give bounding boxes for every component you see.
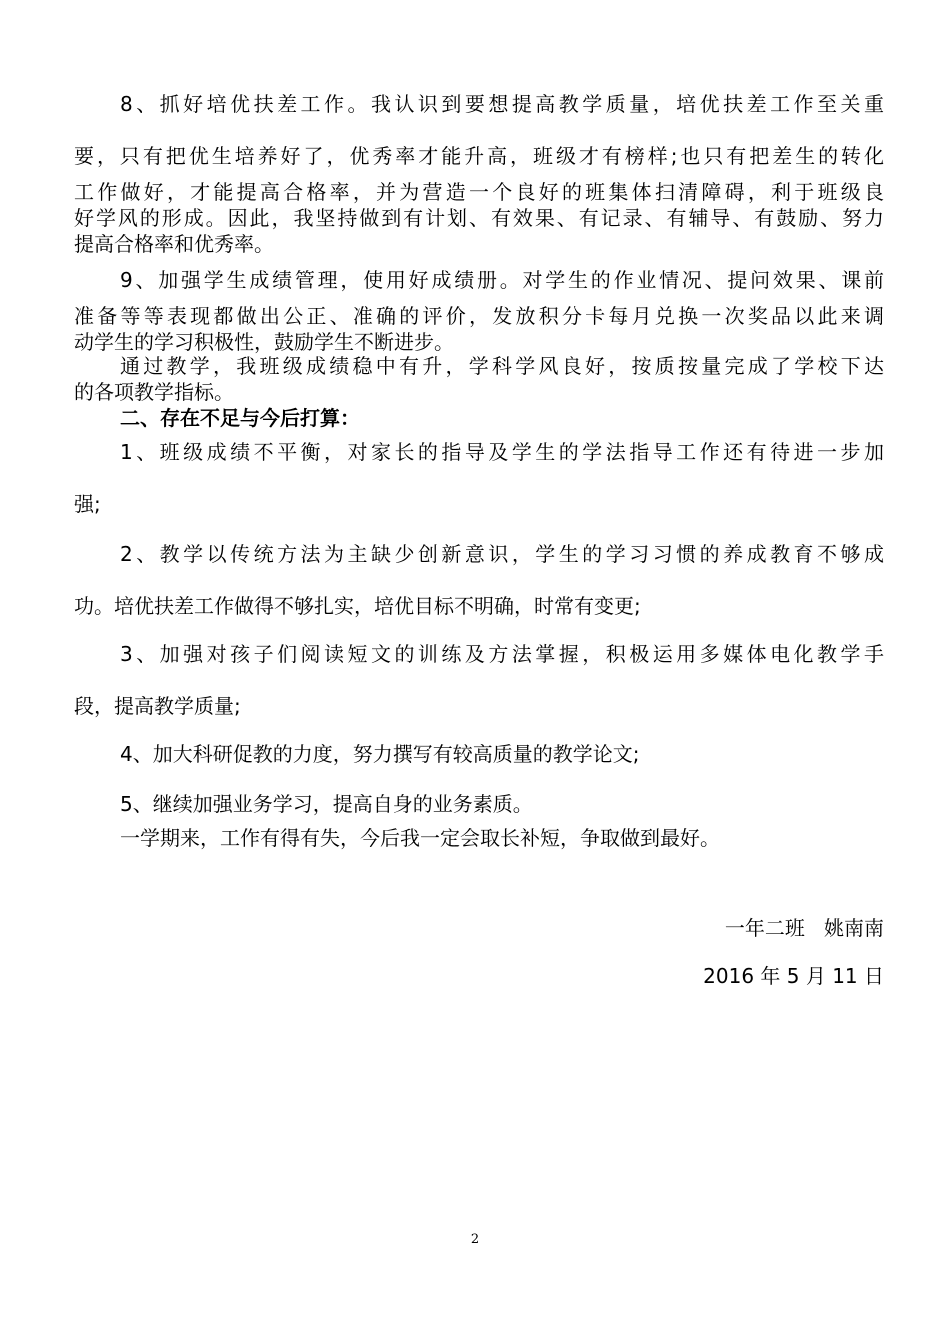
signature-date: 2016 年 5 月 11 日 [703, 964, 884, 988]
paragraph-line: 准备等等表现都做出公正、准确的评价，发放积分卡每月兑换一次奖品以此来调 [74, 304, 884, 328]
page-number: 2 [470, 1232, 480, 1247]
paragraph-line: 动学生的学习积极性，鼓励学生不断进步。 [74, 330, 454, 354]
paragraph-line: 工作做好，才能提高合格率，并为营造一个良好的班集体扫清障碍，利于班级良 [74, 180, 884, 204]
list-item-line: 强; [74, 492, 101, 516]
paragraph-line: 要，只有把优生培养好了，优秀率才能升高，班级才有榜样;也只有把差生的转化 [74, 144, 884, 168]
paragraph-line: 8、抓好培优扶差工作。我认识到要想提高教学质量，培优扶差工作至关重 [120, 92, 884, 116]
closing-paragraph: 一学期来，工作有得有失，今后我一定会取长补短，争取做到最好。 [120, 826, 720, 850]
list-item-line: 3、加强对孩子们阅读短文的训练及方法掌握，积极运用多媒体电化教学手 [120, 642, 884, 666]
list-item-line: 2、教学以传统方法为主缺少创新意识，学生的学习习惯的养成教育不够成 [120, 542, 884, 566]
list-item-line: 5、继续加强业务学习，提高自身的业务素质。 [120, 792, 533, 816]
paragraph-line: 提高合格率和优秀率。 [74, 232, 274, 256]
list-item-line: 段，提高教学质量; [74, 694, 241, 718]
list-item-line: 4、加大科研促教的力度，努力撰写有较高质量的教学论文; [120, 742, 640, 766]
list-item-line: 功。培优扶差工作做得不够扎实，培优目标不明确，时常有变更; [74, 594, 641, 618]
paragraph-line: 好学风的形成。因此，我坚持做到有计划、有效果、有记录、有辅导、有鼓励、努力 [74, 206, 884, 230]
paragraph-line: 通过教学，我班级成绩稳中有升，学科学风良好，按质按量完成了学校下达 [120, 354, 884, 378]
signature-name: 一年二班 姚南南 [724, 916, 884, 940]
section-heading: 二、存在不足与今后打算： [120, 406, 360, 430]
paragraph-line: 的各项教学指标。 [74, 380, 234, 404]
paragraph-line: 9、加强学生成绩管理，使用好成绩册。对学生的作业情况、提问效果、课前 [120, 268, 884, 292]
list-item-line: 1、班级成绩不平衡，对家长的指导及学生的学法指导工作还有待进一步加 [120, 440, 884, 464]
